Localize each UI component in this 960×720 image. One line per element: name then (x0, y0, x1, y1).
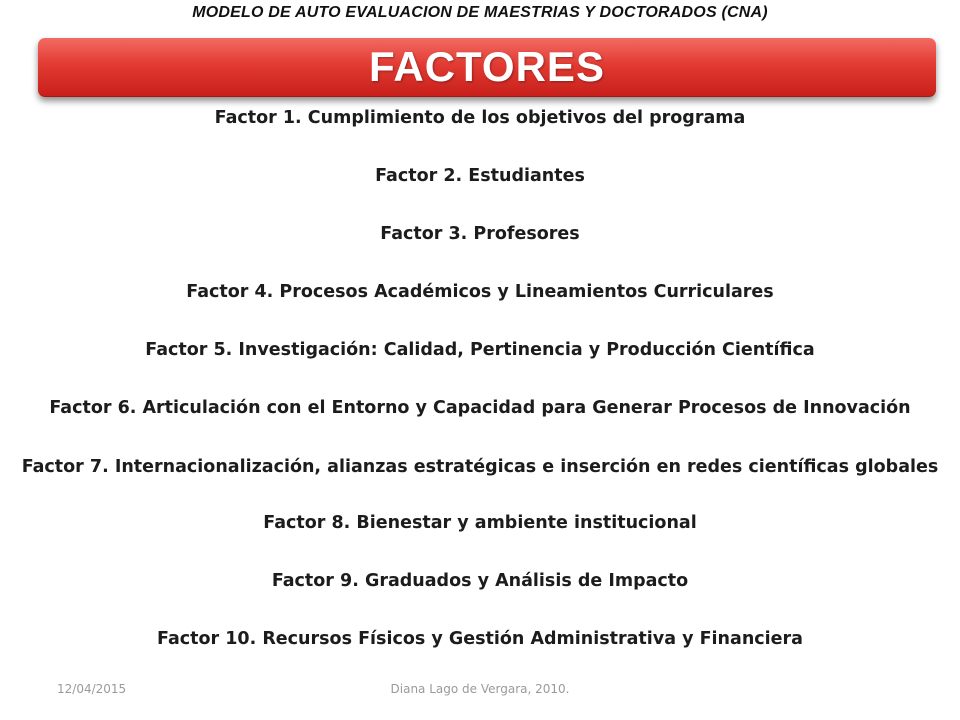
factor-item: Factor 4. Procesos Académicos y Lineamientos Curriculares (186, 282, 774, 302)
banner-title: FACTORES (369, 43, 605, 90)
factor-item: Factor 3. Profesores (380, 224, 580, 244)
footer-date: 12/04/2015 (57, 682, 127, 696)
factor-item: Factor 8. Bienestar y ambiente institucional (263, 513, 697, 533)
factor-item: Factor 5. Investigación: Calidad, Pertinencia y Producción Científica (145, 340, 815, 360)
factor-item: Factor 6. Articulación con el Entorno y Capacidad para Generar Procesos de Innovación (49, 398, 911, 418)
factores-banner (38, 38, 936, 97)
factor-item: Factor 1. Cumplimiento de los objetivos del programa (214, 108, 746, 128)
document-title: MODELO DE AUTO EVALUACION DE MAESTRIAS Y DOCTORADOS (CNA) (192, 4, 768, 21)
factor-item: Factor 9. Graduados y Análisis de Impacto (271, 571, 689, 591)
footer-author: Diana Lago de Vergara, 2010. (390, 682, 570, 696)
factor-item: Factor 7. Internacionalización, alianzas estratégicas e inserción en redes científicas globales (21, 457, 939, 477)
factor-item: Factor 2. Estudiantes (375, 166, 585, 186)
factor-list (20, 106, 940, 685)
factor-item: Factor 10. Recursos Físicos y Gestión Administrativa y Financiera (157, 629, 803, 649)
